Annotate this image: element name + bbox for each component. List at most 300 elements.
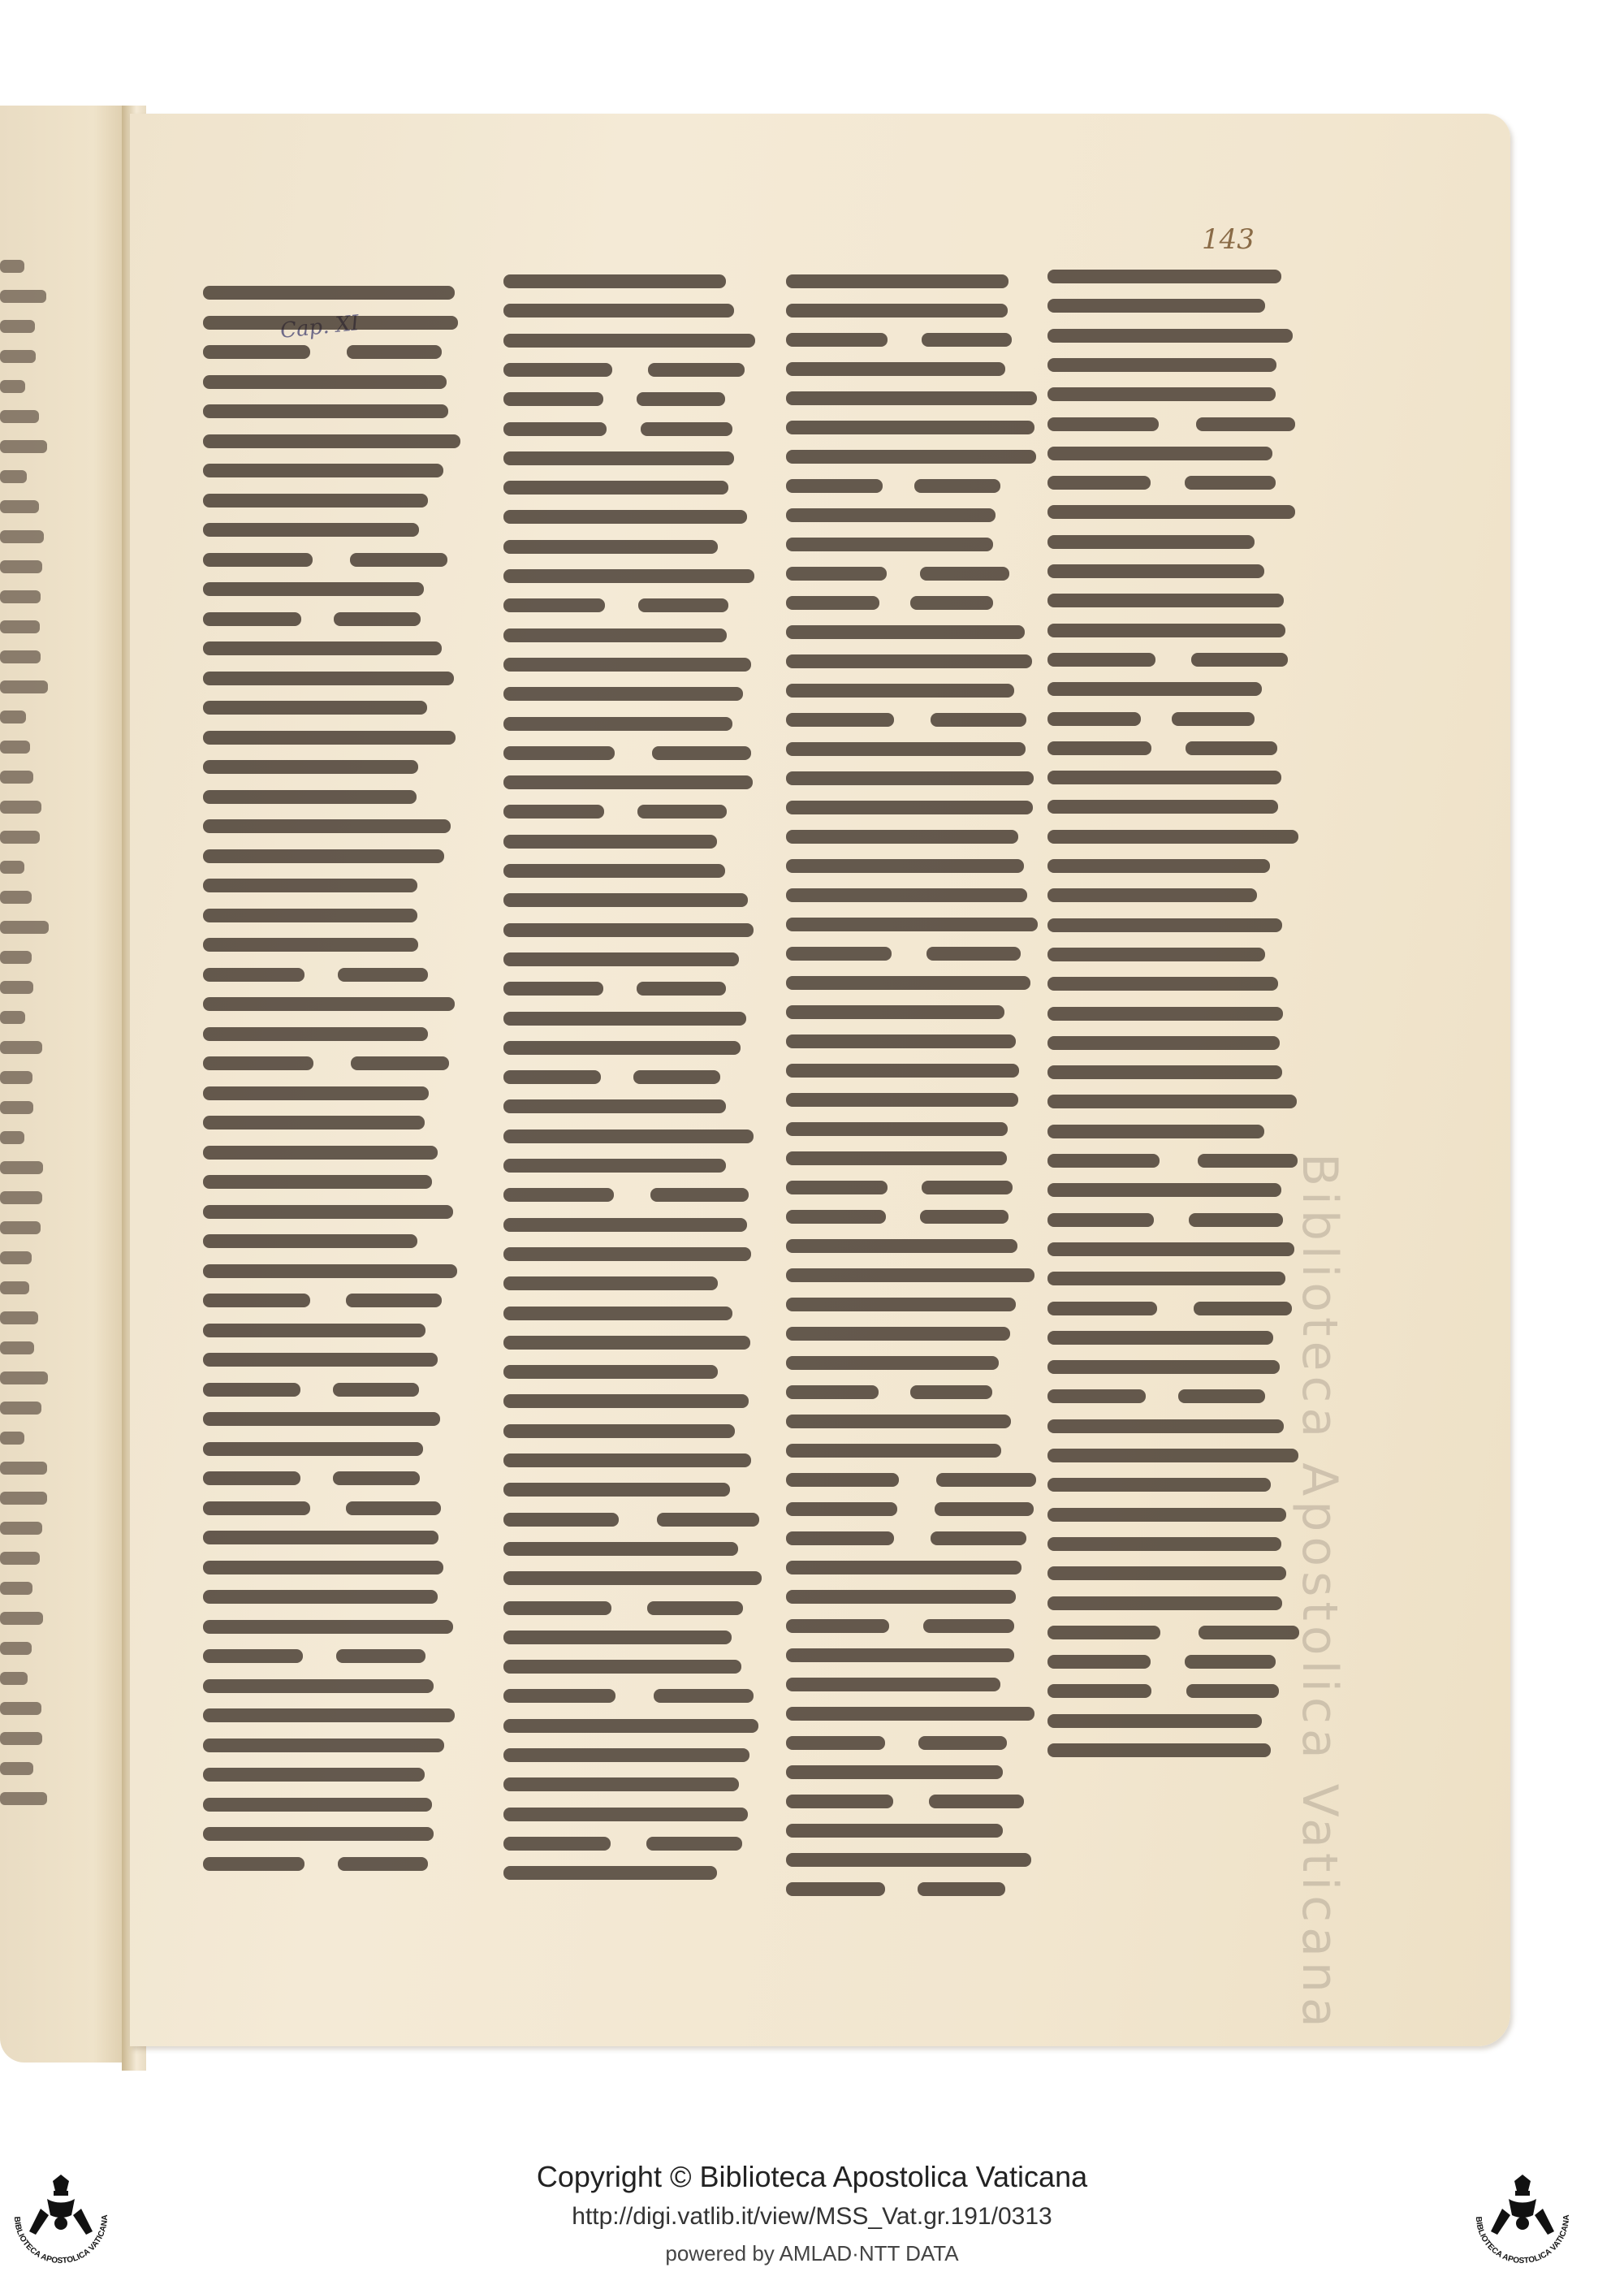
script-line	[929, 1795, 1024, 1808]
script-line	[1047, 1537, 1281, 1551]
script-line	[503, 687, 743, 701]
script-line	[503, 1748, 749, 1762]
script-line	[786, 654, 1032, 668]
script-line	[786, 1648, 1014, 1662]
script-line	[786, 1356, 999, 1370]
script-line	[0, 1402, 41, 1415]
script-line	[1047, 1360, 1280, 1374]
source-url: http://digi.vatlib.it/view/MSS_Vat.gr.191/0313	[572, 2203, 1052, 2230]
script-line	[203, 879, 417, 892]
script-line	[0, 801, 41, 814]
script-line	[786, 742, 1026, 756]
script-line	[641, 422, 732, 436]
script-line	[0, 620, 40, 633]
script-line	[786, 304, 1008, 317]
script-line	[1047, 682, 1262, 696]
script-line	[203, 1146, 438, 1160]
script-line	[503, 392, 603, 406]
script-line	[648, 363, 745, 377]
script-line	[1047, 417, 1159, 431]
script-line	[503, 304, 734, 317]
script-line	[0, 1732, 42, 1745]
script-line	[1047, 476, 1151, 490]
script-line	[786, 1268, 1034, 1282]
script-line	[0, 680, 48, 693]
script-line	[786, 1122, 1008, 1136]
script-line	[1185, 1655, 1276, 1669]
script-line	[1047, 358, 1276, 372]
script-line	[503, 1542, 738, 1556]
script-line	[503, 1631, 732, 1644]
script-line	[1047, 1007, 1283, 1021]
script-line	[503, 628, 727, 642]
script-line	[1047, 594, 1284, 607]
script-line	[922, 1181, 1013, 1194]
script-line	[786, 1853, 1031, 1867]
script-line	[503, 864, 725, 878]
script-line	[926, 947, 1020, 961]
script-line	[1047, 918, 1282, 932]
script-line	[503, 363, 612, 377]
script-line	[1047, 1449, 1298, 1462]
script-line	[503, 1365, 718, 1379]
script-line	[1047, 624, 1285, 637]
script-line	[1047, 505, 1295, 519]
script-line	[786, 508, 996, 522]
script-line	[786, 1034, 1016, 1048]
script-line	[1191, 653, 1287, 667]
script-line	[203, 553, 313, 567]
script-line	[203, 1116, 425, 1130]
script-line	[1047, 299, 1265, 313]
script-line	[503, 1689, 615, 1703]
script-line	[503, 1513, 619, 1527]
script-line	[786, 1561, 1021, 1574]
script-line	[203, 464, 443, 477]
copyright-notice: Copyright © Biblioteca Apostolica Vaticana	[536, 2160, 1088, 2193]
script-line	[0, 741, 30, 754]
script-line	[1196, 417, 1295, 431]
script-line	[0, 590, 41, 603]
script-line	[0, 350, 36, 363]
script-line	[786, 1298, 1016, 1311]
script-line	[203, 1294, 310, 1307]
script-line	[203, 1798, 432, 1812]
script-line	[1047, 1213, 1154, 1227]
script-line	[654, 1689, 754, 1703]
script-line	[0, 1341, 34, 1354]
script-line	[203, 1205, 453, 1219]
script-line	[0, 1161, 43, 1174]
script-line	[657, 1513, 759, 1527]
script-line	[0, 560, 42, 573]
script-line	[786, 1824, 1003, 1838]
script-line	[0, 861, 24, 874]
script-line	[503, 598, 605, 612]
script-line	[1047, 1125, 1264, 1138]
script-line	[203, 1234, 417, 1248]
script-line	[1047, 564, 1264, 578]
script-line	[203, 1857, 304, 1871]
script-line	[503, 1453, 751, 1467]
script-line	[503, 1837, 611, 1851]
script-line	[203, 760, 418, 774]
script-line	[786, 1795, 893, 1808]
script-line	[203, 345, 310, 359]
script-line	[203, 1383, 300, 1397]
script-line	[786, 1590, 1016, 1604]
script-line	[786, 1736, 885, 1750]
script-line	[203, 1175, 432, 1189]
script-line	[1178, 1389, 1265, 1403]
script-line	[203, 1264, 457, 1278]
script-line	[203, 1442, 423, 1456]
script-line	[0, 831, 40, 844]
script-line	[1186, 1684, 1279, 1698]
script-line	[503, 510, 747, 524]
script-line	[1047, 1242, 1294, 1256]
script-line	[1047, 653, 1155, 667]
script-line	[1047, 1743, 1271, 1757]
script-line	[203, 909, 417, 922]
script-line	[786, 1531, 894, 1545]
script-line	[503, 1218, 747, 1232]
script-line	[786, 1707, 1034, 1721]
script-line	[786, 947, 892, 961]
script-line	[633, 1070, 720, 1084]
script-line	[203, 316, 458, 330]
script-line	[1047, 387, 1276, 401]
script-line	[786, 1385, 879, 1399]
script-line	[503, 717, 732, 731]
script-line	[203, 1768, 425, 1782]
script-line	[503, 775, 753, 789]
script-line	[503, 422, 607, 436]
script-line	[503, 1866, 717, 1880]
script-line	[1047, 948, 1265, 961]
script-line	[786, 391, 1037, 405]
script-line	[0, 1582, 32, 1595]
script-line	[203, 1739, 444, 1752]
script-line	[351, 1056, 449, 1070]
script-line	[503, 1070, 601, 1084]
script-line	[0, 320, 35, 333]
script-line	[0, 260, 24, 273]
script-line	[920, 1210, 1009, 1224]
script-line	[503, 1660, 741, 1674]
script-line	[503, 1777, 739, 1791]
script-line	[0, 1612, 43, 1625]
script-line	[786, 1151, 1007, 1165]
script-line	[503, 569, 754, 583]
script-line	[786, 1181, 888, 1194]
script-line	[203, 1324, 425, 1337]
script-line	[503, 1188, 614, 1202]
script-line	[203, 641, 442, 655]
script-line	[786, 1005, 1004, 1019]
script-line	[923, 1619, 1015, 1633]
script-line	[0, 380, 25, 393]
script-line	[203, 1027, 428, 1041]
watermark: Biblioteca Apostolica Vaticana	[1291, 1153, 1348, 2032]
script-line	[503, 1719, 758, 1733]
script-line	[203, 1649, 303, 1663]
script-line	[0, 1071, 32, 1084]
script-line	[503, 1307, 732, 1320]
script-line	[1047, 1065, 1282, 1079]
script-line	[1047, 1389, 1146, 1403]
script-line	[203, 1620, 453, 1634]
script-line	[333, 1471, 420, 1485]
powered-by: powered by AMLAD·NTT DATA	[665, 2241, 959, 2266]
script-line	[910, 596, 993, 610]
script-line	[503, 274, 726, 288]
script-line	[786, 1415, 1011, 1428]
script-line	[0, 891, 32, 904]
script-line	[786, 421, 1034, 434]
script-line	[203, 434, 460, 448]
script-line	[203, 672, 454, 685]
script-line	[203, 1086, 429, 1100]
script-line	[1198, 1154, 1298, 1168]
script-line	[0, 410, 39, 423]
script-line	[338, 1857, 428, 1871]
script-line	[0, 500, 39, 513]
script-line	[1047, 977, 1278, 991]
script-line	[0, 1462, 47, 1475]
left-facing-page	[0, 106, 134, 2063]
script-line	[0, 711, 26, 723]
script-line	[786, 888, 1027, 902]
script-line	[336, 1649, 425, 1663]
script-line	[786, 1678, 1000, 1691]
script-line	[1047, 1419, 1284, 1433]
script-line	[1047, 1478, 1271, 1492]
script-line	[0, 1762, 33, 1775]
script-line	[647, 1601, 743, 1615]
script-line	[922, 333, 1012, 347]
script-line	[203, 790, 417, 804]
script-line	[786, 713, 894, 727]
script-line	[1047, 270, 1281, 283]
script-line	[918, 1736, 1007, 1750]
script-line	[203, 1412, 440, 1426]
script-line	[0, 1281, 29, 1294]
script-line	[203, 286, 455, 300]
script-line	[786, 859, 1024, 873]
script-line	[786, 567, 887, 581]
script-line	[203, 612, 301, 626]
script-line	[0, 1672, 28, 1685]
script-line	[637, 392, 725, 406]
script-line	[0, 1642, 32, 1655]
script-line	[786, 1619, 889, 1633]
script-line	[503, 1336, 750, 1350]
script-line	[503, 451, 734, 465]
script-line	[203, 701, 427, 715]
script-line	[786, 625, 1025, 639]
script-line	[203, 1471, 300, 1485]
script-line	[0, 1011, 25, 1024]
script-line	[503, 1130, 754, 1143]
script-line	[203, 1590, 438, 1604]
script-line	[0, 1311, 38, 1324]
script-line	[0, 1251, 32, 1264]
script-line	[503, 835, 717, 849]
script-line	[503, 952, 739, 966]
script-line	[920, 567, 1009, 581]
script-line	[1047, 741, 1151, 755]
script-line	[0, 1432, 24, 1445]
script-line	[203, 494, 428, 508]
script-line	[503, 1571, 762, 1585]
script-line	[203, 1708, 455, 1722]
script-line	[0, 1522, 42, 1535]
script-line	[0, 530, 44, 543]
script-line	[203, 938, 418, 952]
script-line	[203, 1561, 443, 1574]
script-line	[1185, 476, 1276, 490]
script-line	[0, 1131, 24, 1144]
script-line	[203, 523, 419, 537]
script-line	[503, 893, 748, 907]
script-line	[786, 1064, 1019, 1078]
script-line	[503, 1041, 741, 1055]
script-line	[786, 1882, 885, 1896]
script-line	[503, 1247, 751, 1261]
folio-number: 143	[1202, 223, 1255, 256]
script-line	[203, 375, 447, 389]
script-line	[503, 1483, 730, 1497]
script-line	[652, 746, 751, 760]
script-line	[503, 923, 754, 937]
script-line	[786, 801, 1033, 814]
script-line	[786, 450, 1036, 464]
script-line	[786, 918, 1038, 931]
script-line	[1047, 771, 1281, 784]
script-line	[503, 1276, 718, 1290]
script-line	[203, 582, 424, 596]
script-line	[1047, 1684, 1151, 1698]
script-line	[786, 538, 993, 551]
script-line	[503, 1808, 748, 1821]
script-line	[1047, 1566, 1286, 1580]
script-line	[0, 470, 27, 483]
script-line	[0, 1101, 33, 1114]
script-line	[786, 684, 1014, 698]
script-line	[786, 1093, 1018, 1107]
script-line	[786, 1765, 1003, 1779]
script-line	[503, 1424, 735, 1438]
script-line	[203, 849, 444, 863]
script-line	[503, 1159, 726, 1173]
script-line	[1189, 1213, 1283, 1227]
script-line	[0, 1552, 40, 1565]
script-line	[646, 1837, 741, 1851]
script-line	[1172, 712, 1255, 726]
script-line	[1047, 1302, 1157, 1315]
script-line	[347, 345, 443, 359]
script-line	[0, 1792, 47, 1805]
script-line	[338, 968, 428, 982]
script-line	[637, 805, 727, 819]
script-line	[1047, 1331, 1273, 1345]
script-line	[786, 1210, 886, 1224]
script-line	[503, 1012, 746, 1026]
emblem-label: BIBLIOTECA APOSTOLICA VATICANA	[11, 2214, 110, 2266]
script-line	[931, 1531, 1026, 1545]
script-line	[346, 1501, 441, 1515]
script-line	[1047, 1154, 1160, 1168]
script-line	[0, 921, 49, 934]
script-line	[1047, 1095, 1297, 1108]
script-line	[0, 1041, 42, 1054]
script-line	[203, 1056, 313, 1070]
script-line	[1047, 1596, 1282, 1610]
script-line	[503, 1394, 749, 1408]
script-line	[914, 479, 1000, 493]
script-line	[1199, 1626, 1299, 1639]
script-line	[503, 540, 718, 554]
script-line	[1047, 800, 1278, 814]
script-line	[1047, 830, 1298, 844]
script-line	[0, 981, 33, 994]
script-line	[786, 976, 1030, 990]
script-line	[786, 362, 1005, 376]
script-line	[786, 596, 879, 610]
script-line	[786, 1239, 1017, 1253]
script-line	[1047, 1508, 1286, 1522]
script-line	[203, 1531, 438, 1544]
script-line	[918, 1882, 1005, 1896]
script-line	[203, 1501, 310, 1515]
script-line	[503, 746, 615, 760]
script-line	[203, 404, 448, 418]
script-line	[0, 771, 33, 784]
script-line	[1047, 1183, 1281, 1197]
script-line	[786, 479, 883, 493]
script-line	[203, 1353, 438, 1367]
script-line	[910, 1385, 993, 1399]
script-line	[346, 1294, 442, 1307]
script-line	[503, 1601, 611, 1615]
script-line	[350, 553, 447, 567]
script-line	[1194, 1302, 1291, 1315]
script-line	[1047, 1036, 1280, 1050]
script-line	[786, 1444, 1001, 1458]
script-line	[203, 997, 455, 1011]
script-line	[0, 1371, 48, 1384]
script-line	[1047, 329, 1293, 343]
script-line	[503, 658, 751, 672]
script-line	[936, 1473, 1036, 1487]
script-line	[0, 1221, 41, 1234]
script-line	[203, 1827, 434, 1841]
script-line	[503, 481, 728, 495]
script-line	[1047, 888, 1257, 902]
script-line	[786, 333, 888, 347]
script-line	[503, 334, 755, 348]
script-line	[650, 1188, 749, 1202]
script-line	[203, 1679, 434, 1693]
script-line	[786, 1502, 897, 1516]
script-line	[1047, 712, 1141, 726]
script-line	[637, 982, 726, 996]
script-line	[786, 830, 1018, 844]
script-line	[786, 274, 1009, 288]
script-line	[0, 1492, 47, 1505]
script-line	[203, 968, 304, 982]
